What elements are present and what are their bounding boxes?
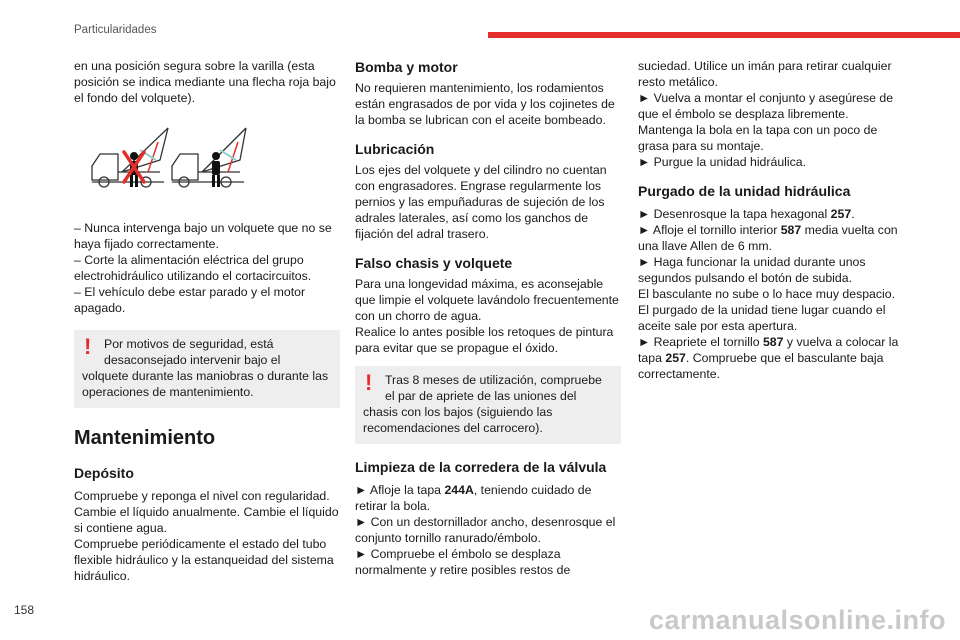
watermark-text: carmanualsonline.info bbox=[648, 605, 946, 635]
warning-note bbox=[355, 366, 621, 444]
column-3 bbox=[638, 58, 904, 382]
step-aflojar-tornillo: ► Afloje el tornillo interior 587 media vuelta con una llave Allen de 6 mm. bbox=[638, 223, 898, 253]
deposito-text-2: Compruebe periódicamente el estado del tubo flexible hidráulico y la estanqueidad del sistema hidráulico. bbox=[74, 537, 334, 583]
column-2 bbox=[355, 58, 621, 578]
heading-bomba-motor: Bomba y motor bbox=[355, 59, 458, 75]
heading-deposito: Depósito bbox=[74, 465, 134, 481]
step-desenroscar: ► Con un destornillador ancho, desenrosque el conjunto tornillo ranurado/émbolo. bbox=[355, 515, 616, 545]
cont-text-2: Mantenga la bola en la tapa con un poco de grasa para su montaje. bbox=[638, 123, 878, 153]
cont-text-1: suciedad. Utilice un imán para retirar cualquier resto metálico. bbox=[638, 59, 892, 89]
deposito-text-1: Compruebe y reponga el nivel con regularidad. Cambie el líquido anualmente. Cambie el líquido si contiene agua. bbox=[74, 489, 339, 535]
warning-text-first: Tras 8 meses de utilización, compruebe el par de apriete de las uniones del bbox=[385, 373, 602, 403]
step-comprobar-embolo: ► Compruebe el émbolo se desplaza normalmente y retire posibles restos de bbox=[355, 547, 571, 577]
warning-text-rest: chasis con los bajos (siguiendo las recomendaciones del carrocero). bbox=[363, 405, 553, 435]
falso-text-2: Realice lo antes posible los retoques de pintura para evitar que se propague el óxido. bbox=[355, 325, 614, 355]
step-purgar: ► Purgue la unidad hidráulica. bbox=[638, 155, 807, 169]
step-reapretar: ► Reapriete el tornillo 587 y vuelva a colocar la tapa 257. Compruebe que el basculante baja correctamente. bbox=[638, 335, 899, 381]
step-aflojar-tapa: ► Afloje la tapa 244A, teniendo cuidado de retirar la bola. bbox=[355, 483, 592, 513]
exclamation-icon: ! bbox=[84, 334, 92, 359]
warning-note bbox=[74, 330, 340, 408]
section-title-mantenimiento: Mantenimiento bbox=[74, 427, 216, 449]
step-desenroscar-tapa: ► Desenrosque la tapa hexagonal 257. bbox=[638, 207, 855, 221]
section-header: Particularidades bbox=[74, 24, 157, 36]
heading-lubricacion: Lubricación bbox=[355, 141, 435, 157]
page-number: 158 bbox=[14, 603, 35, 617]
warning-text-rest: volquete durante las maniobras o durante las operaciones de mantenimiento. bbox=[82, 369, 329, 399]
tipper-safety-illustration bbox=[88, 120, 248, 206]
lubricacion-text: Los ejes del volquete y del cilindro no cuentan con engrasadores. Engrase regularmente los pernios y las empuñaduras de sujeción de los adrales laterales, así como los ganchos de fijación del adral trasero. bbox=[355, 163, 607, 241]
bullet-item: – Corte la alimentación eléctrica del grupo electrohidráulico utilizando el cortacircuitos. bbox=[74, 253, 312, 283]
bullet-item: – El vehículo debe estar parado y el motor apagado. bbox=[74, 285, 306, 315]
bomba-text: No requieren mantenimiento, los rodamientos están engrasados de por vida y los cojinetes de la bomba se lubrican con el aceite bombeado. bbox=[355, 81, 615, 127]
step-montar: ► Vuelva a montar el conjunto y asegúrese de que el émbolo se desplaza libremente. bbox=[638, 91, 894, 121]
exclamation-icon: ! bbox=[365, 370, 373, 395]
intro-text: en una posición segura sobre la varilla (esta posición se indica mediante una flecha roja bajo el fondo del volquete). bbox=[74, 59, 336, 105]
bullet-item: – Nunca intervenga bajo un volquete que no se haya fijado correctamente. bbox=[74, 221, 332, 251]
heading-purgado: Purgado de la unidad hidráulica bbox=[638, 183, 851, 199]
falso-text-1: Para una longevidad máxima, es aconsejable que limpie el volquete lavándolo frecuentemente con un chorro de agua. bbox=[355, 277, 619, 323]
purg-text-1: El basculante no sube o lo hace muy despacio. bbox=[638, 287, 896, 301]
column-1 bbox=[74, 58, 340, 584]
warning-text-first: Por motivos de seguridad, está desaconsejado intervenir bajo el bbox=[104, 337, 281, 367]
purg-text-2: El purgado de la unidad tiene lugar cuando el aceite sale por esta apertura. bbox=[638, 303, 886, 333]
heading-falso-chasis: Falso chasis y volquete bbox=[355, 255, 513, 271]
header-accent-bar bbox=[488, 32, 960, 38]
step-funcionar: ► Haga funcionar la unidad durante unos segundos pulsando el botón de subida. bbox=[638, 255, 866, 285]
heading-limpieza-corredera: Limpieza de la corredera de la válvula bbox=[355, 459, 607, 475]
